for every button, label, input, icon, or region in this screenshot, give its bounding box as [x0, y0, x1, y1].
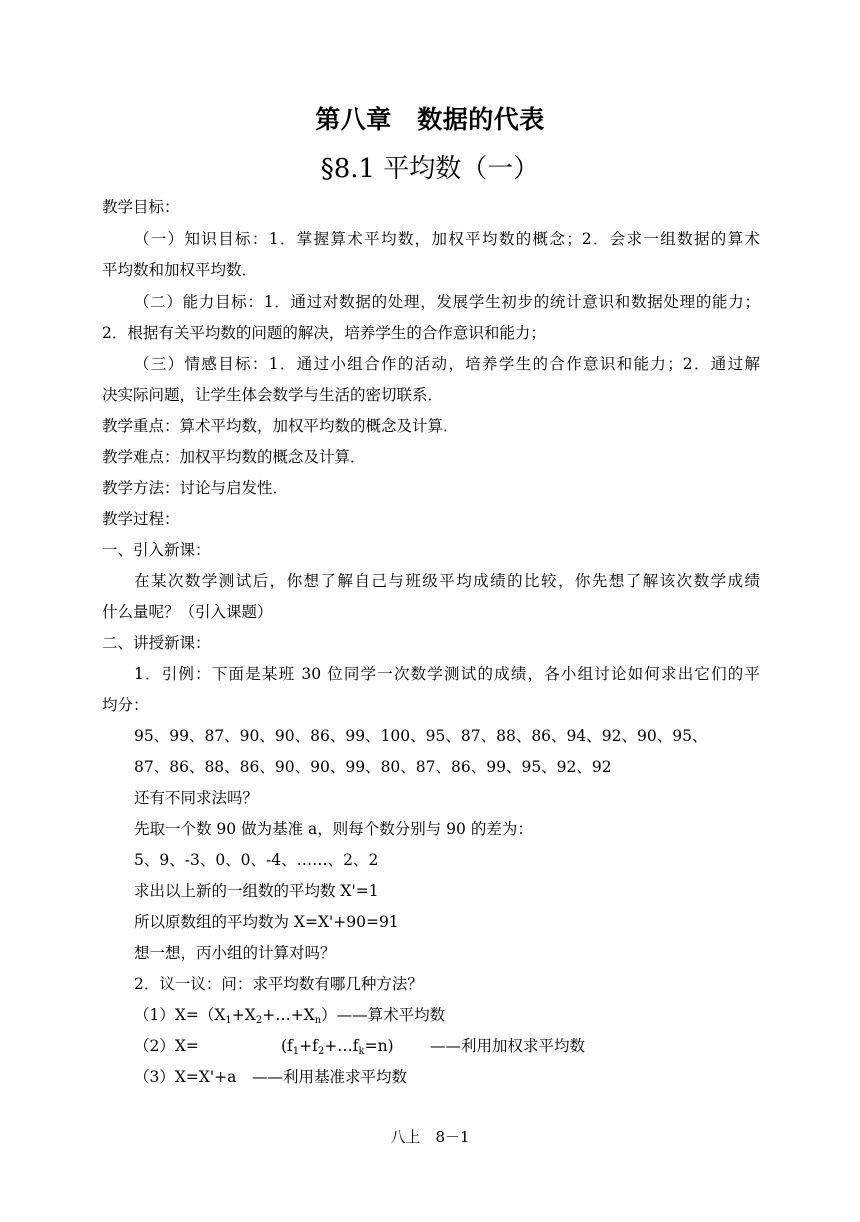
text-line: 2．根据有关平均数的问题的解决，培养学生的合作意识和能力；: [102, 324, 546, 342]
text-line: 2．议一议：问：求平均数有哪几种方法？: [134, 975, 423, 993]
text-line: 1．引例：下面是某班 30 位同学一次数学测试的成绩，各小组讨论如何求出它们的平: [134, 665, 760, 683]
formula-weighted-mean: （2）X= $(f_1+f_2+\dots f_k=n)$ ——利用加权求平均数: [134, 1037, 586, 1057]
text-line: 均分：: [102, 696, 149, 714]
text-line: 教学过程：: [102, 510, 180, 528]
text-line: （二）能力目标：1．通过对数据的处理，发展学生初步的统计意识和数据处理的能力；: [134, 293, 760, 311]
page-footer: 八上 8－1: [390, 1128, 470, 1146]
text-line: 什么量呢？（引入课题）: [102, 603, 273, 621]
text-line: 决实际问题，让学生体会数学与生活的密切联系．: [102, 386, 444, 404]
text-line: 87、86、88、86、90、90、99、80、87、86、99、95、92、92: [134, 758, 612, 776]
formula-baseline-mean: （3）X=X'+a ——利用基准求平均数: [134, 1068, 408, 1086]
text-line: （三）情感目标：1．通过小组合作的活动，培养学生的合作意识和能力；2．通过解: [134, 355, 760, 373]
formula-arithmetic-mean: $(1)X=(X_1+X_2+\dots+X_n)——$算术平均数: [134, 1006, 446, 1026]
text-line: 先取一个数 90 做为基准 a，则每个数分别与 90 的差为：: [134, 820, 533, 838]
text-line: 一、引入新课：: [102, 541, 211, 559]
text-line: （一）知识目标：1．掌握算术平均数，加权平均数的概念；2．会求一组数据的算术: [134, 230, 760, 248]
text-line: 5、9、-3、0、0、-4、……、2、2: [134, 851, 379, 869]
chapter-title: 第八章 数据的代表: [315, 105, 545, 134]
text-line: 二、讲授新课：: [102, 634, 211, 652]
text-line: 95、99、87、90、90、86、99、100、95、87、88、86、94、92、90、95、: [134, 727, 708, 745]
section-title: §8.1 平均数（一）: [320, 154, 540, 184]
text-line: 平均数和加权平均数．: [102, 261, 258, 279]
text-line: 教学难点：加权平均数的概念及计算．: [102, 448, 366, 466]
text-line: 在某次数学测试后，你想了解自己与班级平均成绩的比较，你先想了解该次数学成绩: [134, 572, 760, 590]
text-line: 所以原数组的平均数为 X=X'+90=91: [134, 913, 399, 931]
text-line: 想一想，丙小组的计算对吗？: [134, 944, 336, 962]
text-line: 教学重点：算术平均数，加权平均数的概念及计算．: [102, 417, 459, 435]
text-line: 教学目标：: [102, 198, 180, 216]
text-line: 教学方法：讨论与启发性．: [102, 479, 289, 497]
text-line: 还有不同求法吗？: [134, 789, 259, 807]
text-line: 求出以上新的一组数的平均数 X'=1: [134, 882, 379, 900]
